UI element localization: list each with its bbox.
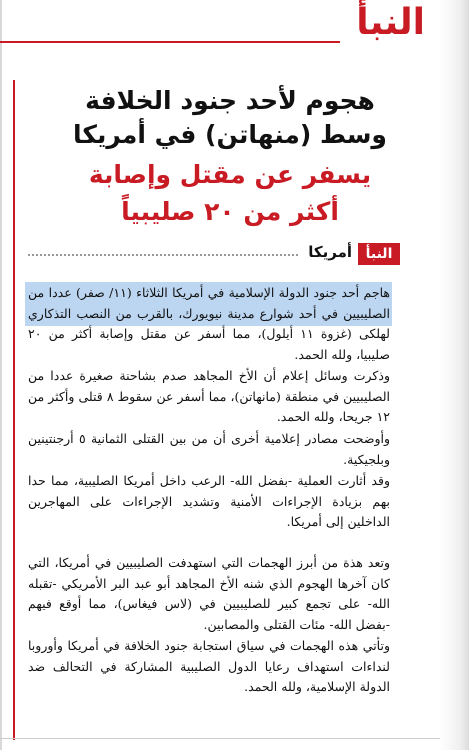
article-paragraph-2[interactable]: وذكرت وسائل إعلام أن الأخ المجاهد صدم بشاحنة صغيرة عددا من الصليبيين في منطقة (مانهاتن)، مما أسفر عن سقوط ٨ قتلى وأكثر من ١٢ جريحا، ولله الحمد. (28, 368, 390, 425)
page-curl-shadow (439, 0, 469, 750)
masthead-logo: النبأ (356, 2, 425, 43)
page-edge (0, 0, 2, 750)
article-paragraph-3[interactable]: وأوضحت مصادر إعلامية أخرى أن من بين القتلى الثمانية ٥ أرجنتينين وبلجيكية. (28, 431, 390, 467)
headline-line-2: وسط (منهاتن) في أمريكا (73, 120, 387, 149)
article-paragraph-4[interactable]: وقد أثارت العملية -بفضل الله- الرعب داخل أمريكا الصليبية، مما حدا بهم بزيادة الإجراءات الأمنية وتشديد الإجراءات على المهاجرين الداخلين إلى أمريكا. (28, 473, 390, 530)
article-paragraph-6[interactable]: وتأتي هذه الهجمات في سياق استجابة جنود الخلافة في أمريكا وأوروبا لنداءات استهداف رعايا الدول الصليبية المشاركة في التحالف ضد الدولة الإسلامية، ولله الحمد. (28, 638, 390, 695)
article-frame-line (13, 80, 15, 740)
headline-line-1: هجوم لأحد جنود الخلافة (85, 86, 375, 115)
header-rule (0, 41, 340, 43)
article-paragraph-5[interactable]: وتعد هذة من أبرز الهجمات التي استهدفت الصليبيين في أمريكا، التي كان آخرها الهجوم الذي شنه الأخ المجاهد أبو عبد البر الأمريكي -تقبله الله- على تجمع كبير للصليبيين في (لاس فيغاس)، مما أوقع فيهم -بفضل الله- مئات القتلى والمصابين. (28, 555, 390, 632)
section-dotted-rule (28, 254, 298, 256)
bottom-rule (0, 738, 440, 739)
section-label: أمريكا (308, 243, 352, 261)
article-paragraph-1[interactable]: هاجم أحد جنود الدولة الإسلامية في أمريكا الثلاثاء (١١/ صفر) عددا من الصليبيين في أحد شوارع مدينة نيويورك، بالقرب من النصب التذكاري لهلكى (غزوة ١١ أيلول)، مما أسفر عن مقتل وإصابة أكثر من ٢٠ صليبيا، ولله الحمد. (28, 285, 390, 362)
section-logo: النبأ (358, 243, 400, 265)
headline-line-4: أكثر من ٢٠ صليبياً (121, 197, 339, 226)
header (0, 0, 469, 60)
section-header (28, 243, 400, 267)
headline-line-3: يسفر عن مقتل وإصابة (88, 160, 372, 189)
